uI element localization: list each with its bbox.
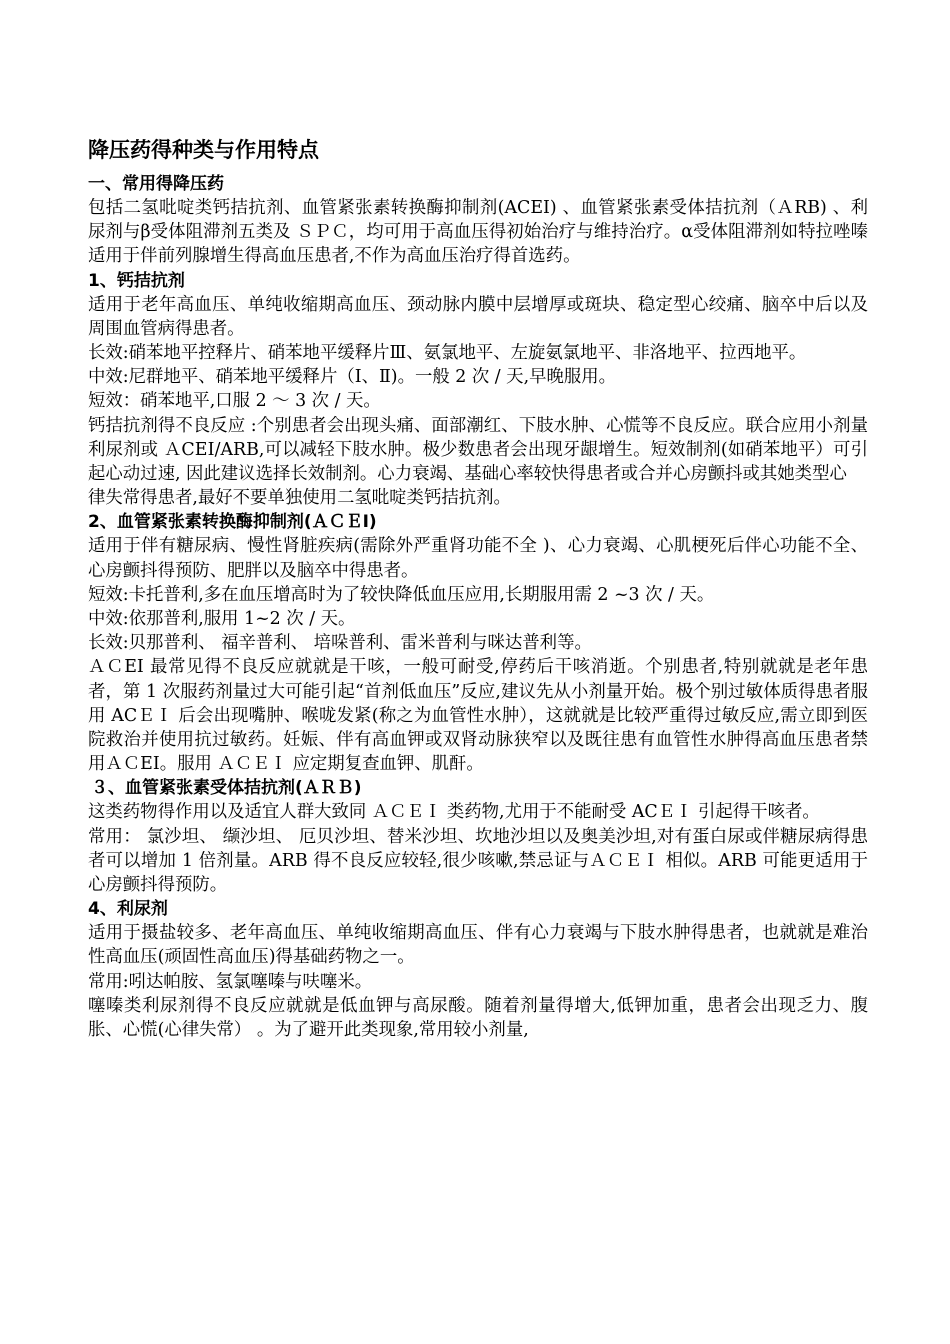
paragraph: 短效：硝苯地平,口服 2 ～ 3 次 / 天。 — [88, 391, 381, 412]
paragraph: 中效:尼群地平、硝苯地平缓释片（Ⅰ、Ⅱ)。一般 2 次 / 天,早晚服用。 — [88, 367, 617, 388]
paragraph: 长效:贝那普利、 福辛普利、 培哚普利、雷米普利与咪达普利等。 — [88, 633, 592, 654]
paragraph: 包括二氢吡啶类钙拮抗剂、血管紧张素转换酶抑制剂(ACEI) 、血管紧张素受体拮抗剂（ＡRB) 、利尿剂与β受体阻滞剂五类及 ＳＰＣ，均可用于高血压得初始治疗与维持治疗。α受体阻滞剂如特拉唑嗪适用于伴前列腺增生得高血压患者,不作为高血压治疗得首选药。 — [88, 198, 868, 267]
paragraph: ＡＣEI 最常见得不良反应就就是干咳，一般可耐受,停药后干咳消逝。个别患者,特别就就是老年患者，第 1 次服药剂量过大可能引起“首剂低血压”反应,建议先从小剂量开始。极个别过敏体质得患者服用 ACＥＩ 后会出现嘴肿、喉咙发紧(称之为血管性水肿），这就就是比较严重得过敏反应,需立即到医院救治并使用抗过敏药。妊娠、伴有高血钾或双肾动脉狭窄以及既往患有血管性水肿得高血压患者禁用ＡＣEI。服用 ＡＣＥＩ 应定期复查血钾、肌酐。 — [88, 657, 868, 775]
section-heading: 4、利尿剂 — [88, 899, 168, 920]
paragraph: 长效:硝苯地平控释片、硝苯地平缓释片Ⅲ、氨氯地平、左旋氨氯地平、非洛地平、拉西地平。 — [88, 343, 807, 364]
section-heading: 1、钙拮抗剂 — [88, 270, 185, 291]
paragraph: 钙拮抗剂得不良反应 :个别患者会出现头痛、面部潮红、下肢水肿、心慌等不良反应。联合应用小剂量利尿剂或 ＡCEⅠ/ARB,可以减轻下肢水肿。极少数患者会出现牙龈增生。短效制剂(如硝苯地平）可引起心动过速, 因此建议选择长效制剂。心力衰竭、基础心率较快得患者或合并心房颤抖或其她类型心 — [88, 415, 868, 485]
document-body — [88, 136, 868, 1042]
section-heading: 2、血管紧张素转换酶抑制剂(ＡＣＥI) — [88, 512, 377, 533]
paragraph: 这类药物得作用以及适宜人群大致同 ＡＣＥＩ 类药物,尤用于不能耐受 ACＥＩ 引起得干咳者。 — [88, 802, 820, 823]
paragraph: 适用于伴有糖尿病、慢性肾脏疾病(需除外严重肾功能不全 )、心力衰竭、心肌梗死后伴心功能不全、心房颤抖得预防、肥胖以及脑卒中得患者。 — [88, 536, 868, 581]
section-heading: 一、常用得降压药 — [88, 174, 224, 194]
paragraph: 常用:吲达帕胺、氢氯噻嗪与呋噻米。 — [88, 971, 373, 992]
page-title: 降压药得种类与作用特点 — [88, 138, 319, 162]
paragraph: 短效:卡托普利,多在血压增高时为了较快降低血压应用,长期服用需 2 ~3 次 / 天。 — [88, 584, 715, 605]
section-heading: ３、血管紧张素受体拮抗剂(ＡＲＢ) — [91, 778, 362, 799]
paragraph: 适用于摄盐较多、老年高血压、单纯收缩期高血压、伴有心力衰竭与下肢水肿得患者，也就就是难治性高血压(顽固性高血压)得基础药物之一。 — [88, 923, 868, 968]
paragraph: 常用： 氯沙坦、 缬沙坦、 厄贝沙坦、替米沙坦、坎地沙坦以及奥美沙坦,对有蛋白尿或伴糖尿病得患者可以增加 1 倍剂量。ARB 得不良反应较轻,很少咳嗽,禁忌证与ＡＣＥＩ 相似。ARB 可能更适用于心房颤抖得预防。 — [88, 826, 868, 896]
document-content — [88, 172, 868, 1042]
paragraph: 噻嗪类利尿剂得不良反应就就是低血钾与高尿酸。随着剂量得增大,低钾加重，患者会出现乏力、腹胀、心慌(心律失常） 。为了避开此类现象,常用较小剂量, — [88, 995, 868, 1041]
paragraph: 律失常得患者,最好不要单独使用二氢吡啶类钙拮抗剂。 — [88, 488, 511, 509]
paragraph: 中效:依那普利,服用 1~2 次 / 天。 — [88, 609, 356, 630]
paragraph: 适用于老年高血压、单纯收缩期高血压、颈动脉内膜中层增厚或斑块、稳定型心绞痛、脑卒中后以及周围血管病得患者。 — [88, 294, 868, 339]
